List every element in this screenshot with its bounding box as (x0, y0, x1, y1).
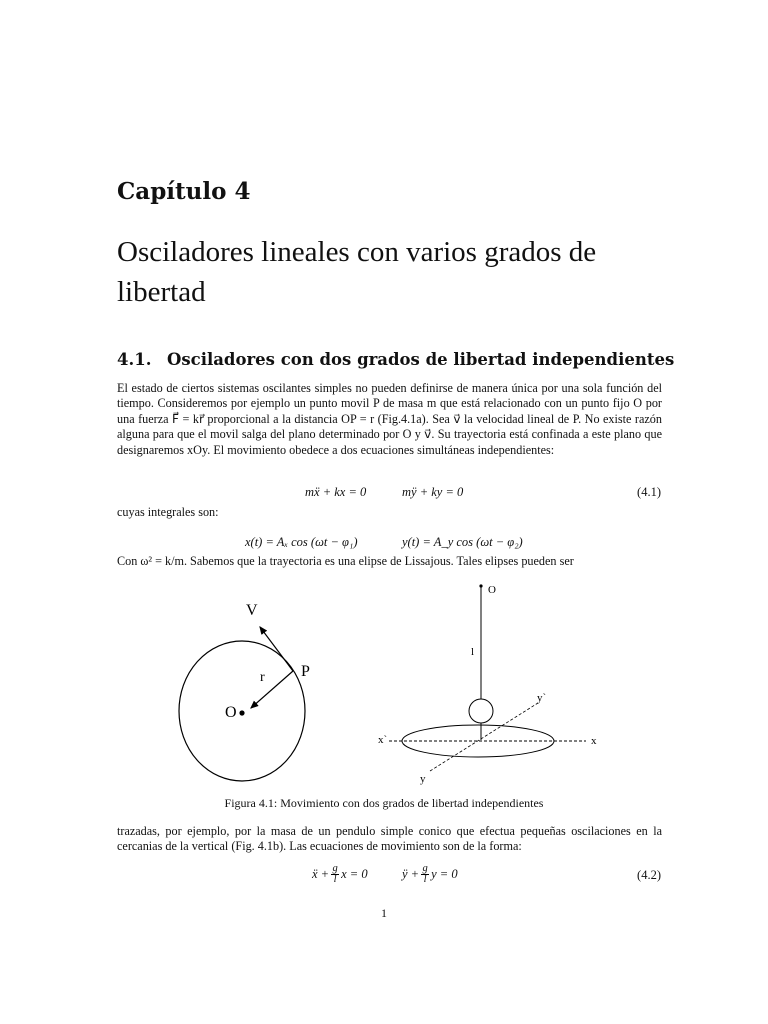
equation-4-1-right: mÿ + ky = 0 (402, 485, 464, 499)
eq-4-2-right-post: y = 0 (431, 867, 458, 881)
section-heading (117, 350, 674, 369)
equation-4-1-left: mẍ + kx = 0 (305, 485, 367, 499)
page-number: 1 (381, 906, 387, 920)
label-r: r (260, 670, 265, 685)
label-v: V (246, 602, 258, 619)
eq-4-2-left-pre: ẍ + (312, 867, 330, 881)
fraction-g-over-l-2 (421, 864, 429, 885)
fraction-g-over-l (331, 864, 339, 885)
origin-point (239, 710, 244, 715)
paragraph-integrals: cuyas integrales son: (117, 505, 219, 519)
label-b-x: x (591, 735, 597, 747)
pendulum-bob (469, 699, 493, 723)
equation-number-4-2: (4.2) (637, 868, 661, 882)
chapter-title: Osciladores lineales con varios grados de libertad (117, 236, 597, 308)
equation-4-2-right (402, 864, 458, 885)
paragraph-lissajous: Con ω² = k/m. Sabemos que la trayectoria es una elipse de Lissajous. Tales elipses pueden ser (117, 554, 574, 568)
velocity-vector (260, 627, 293, 671)
label-b-xprime: x` (378, 734, 388, 746)
eq-4-2-right-pre: ÿ + (402, 867, 420, 881)
position-vector (251, 671, 293, 708)
label-b-o: O (488, 584, 496, 596)
equation-number-4-1: (4.1) (637, 485, 661, 499)
fraction-numerator-2: g (422, 863, 428, 874)
label-o: O (225, 704, 237, 721)
section-title: Osciladores con dos grados de libertad independientes (167, 350, 675, 369)
equation-4-2-left (312, 864, 368, 885)
label-b-l: l (471, 646, 475, 658)
eq-4-2-left-post: x = 0 (341, 867, 368, 881)
figure-4-1 (0, 575, 768, 795)
section-number: 4.1. (117, 350, 152, 369)
chapter-heading: Capítulo 4 (117, 178, 251, 205)
figure-caption: Figura 4.1: Movimiento con dos grados de libertad independientes (224, 796, 544, 810)
label-b-yprime: y` (537, 692, 547, 704)
fraction-denominator-2: l (423, 874, 427, 885)
paragraph-intro: El estado de ciertos sistemas oscilantes simples no pueden definirse de manera única por una sola función del tiempo. Consideremos por ejemplo un punto movil P de masa m que está relacionado con un punto fijo O por una fuerza F⃗ = kr⃗ proporcional a la distancia OP = r (Fig.4.1a). Sea v⃗ la velocidad lineal de P. No existe razón alguna para que el movil salga del plano determinado por O y v⃗. Su trayectoria está confinada a este plano que designaremos xOy. El movimiento obedece a dos ecuaciones simultáneas independientes: (117, 381, 662, 457)
equation-y-solution: y(t) = A_y cos (ωt − φ₂) (402, 535, 523, 549)
fraction-denominator: l (333, 874, 337, 885)
fraction-numerator: g (332, 863, 338, 874)
paragraph-pendulum: trazadas, por ejemplo, por la masa de un pendulo simple conico que efectua pequeñas oscilaciones en la cercanias de la vertical (Fig. 4.1b). Las ecuaciones de movimiento son de la forma: (117, 824, 662, 854)
label-p: P (301, 663, 310, 680)
equation-x-solution: x(t) = Aₓ cos (ωt − φ₁) (245, 535, 358, 549)
label-b-y: y (420, 773, 426, 785)
